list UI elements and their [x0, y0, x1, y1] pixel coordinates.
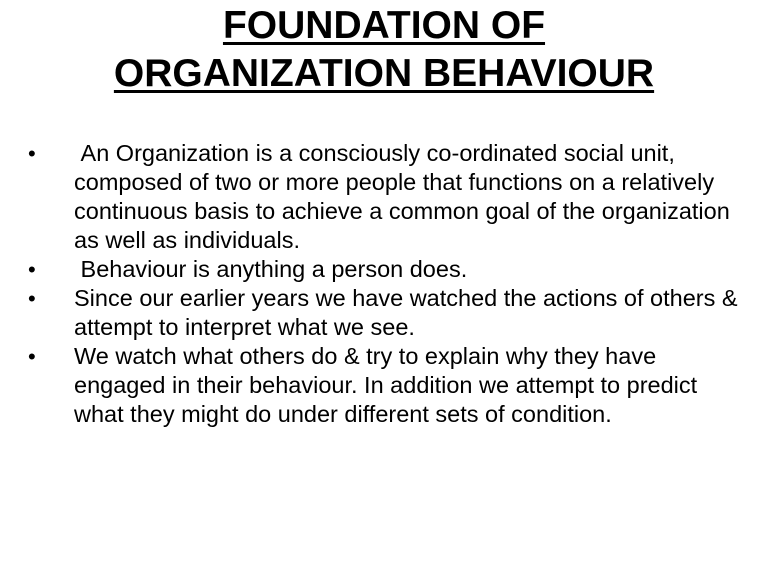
bullet-text: We watch what others do & try to explain why they have engaged in their behaviour. In addition we attempt to predict what they might do under different sets of condition. [74, 343, 698, 427]
bullet-item [28, 342, 738, 429]
bullet-icon: • [28, 141, 36, 166]
slide-title [0, 2, 768, 98]
bullet-text: Behaviour is anything a person does. [74, 256, 468, 282]
bullet-item [28, 255, 738, 284]
bullet-icon: • [28, 344, 36, 369]
bullet-list [28, 139, 738, 429]
slide-title-line-2: ORGANIZATION BEHAVIOUR [113, 52, 655, 95]
bullet-icon: • [28, 286, 36, 311]
bullet-icon: • [28, 257, 36, 282]
bullet-text: An Organization is a consciously co-ordinated social unit, composed of two or more people that functions on a relatively continuous basis to achieve a common goal of the organization as well as individuals. [74, 140, 737, 253]
bullet-item [28, 139, 738, 255]
bullet-item [28, 284, 738, 342]
bullet-text: Since our earlier years we have watched the actions of others & attempt to interpret what we see. [74, 285, 738, 340]
slide-title-line-1: FOUNDATION OF [222, 4, 546, 47]
